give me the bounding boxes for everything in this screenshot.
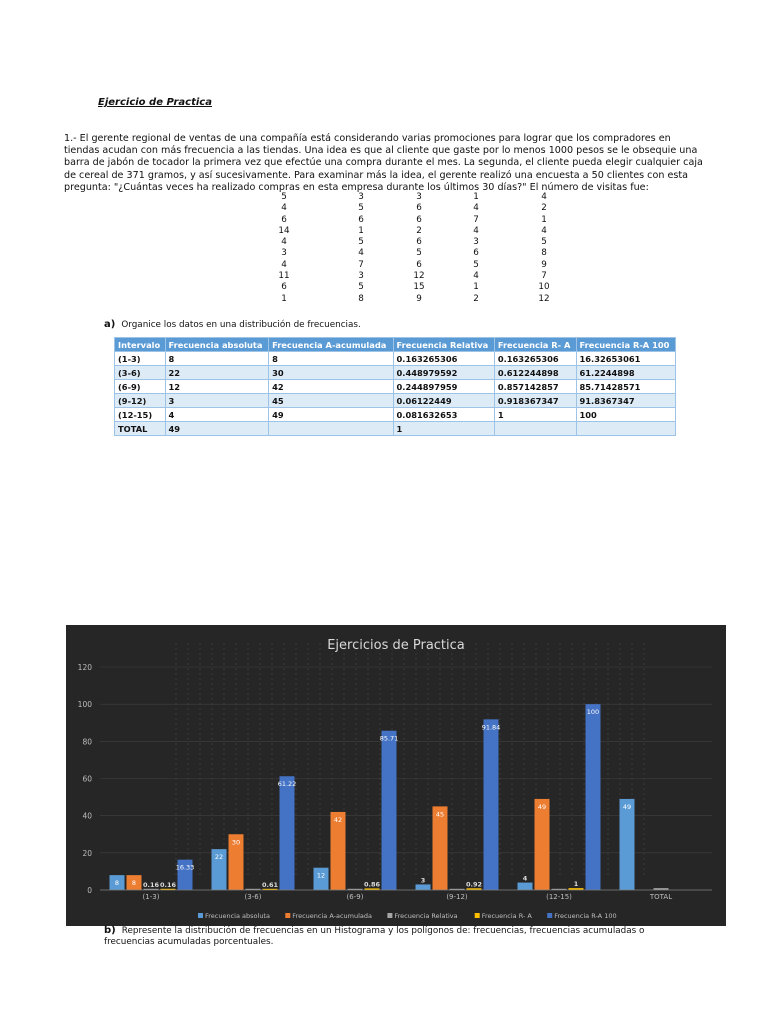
raw-data-cell: 4: [473, 225, 479, 236]
raw-data-row: [240, 294, 580, 305]
table-row: [115, 408, 676, 422]
data-label: 61.22: [277, 780, 297, 789]
raw-data-cell: 5: [281, 192, 287, 202]
chart: [66, 625, 726, 926]
table-cell: 3: [165, 394, 269, 408]
table-cell: 45: [269, 394, 393, 408]
data-label: 4: [522, 874, 528, 883]
raw-data-cell: 4: [358, 248, 364, 259]
frequency-table: [114, 337, 676, 436]
raw-data-cell: 12: [413, 271, 425, 282]
raw-data-cell: 5: [473, 259, 479, 270]
table-cell: [494, 422, 576, 436]
data-label: 22: [214, 853, 224, 862]
chart-bar: [620, 799, 635, 890]
table-cell: 1: [494, 408, 576, 422]
data-label: 0.86: [363, 880, 381, 889]
x-tick-label: (12-15): [546, 893, 572, 901]
chart-bar: [277, 776, 297, 890]
table-cell: 49: [269, 408, 393, 422]
raw-data-row: [240, 215, 580, 226]
question-b: [104, 926, 664, 947]
table-cell: 61.2244898: [576, 366, 676, 380]
raw-data-cell: 12: [538, 293, 550, 304]
page-title: Ejercicio de Practica: [98, 97, 212, 108]
table-cell: 0.163265306: [393, 352, 494, 366]
raw-data-grid: [240, 192, 580, 305]
raw-data-cell: 5: [358, 282, 364, 293]
raw-data-cell: 6: [416, 237, 422, 248]
raw-data-cell: 1: [358, 225, 364, 236]
question-b-letter: b): [104, 925, 116, 936]
y-tick-label: 60: [82, 774, 92, 784]
chart-bar: [481, 719, 501, 890]
table-cell: 49: [165, 422, 269, 436]
data-label: 49: [622, 802, 632, 811]
table-cell: 1: [393, 422, 494, 436]
raw-data-cell: 6: [281, 282, 287, 293]
table-cell: 0.06122449: [393, 394, 494, 408]
x-tick-label: (6-9): [346, 893, 364, 901]
x-tick-label: (9-12): [446, 893, 468, 901]
raw-data-cell: 1: [541, 214, 547, 225]
table-cell: 30: [269, 366, 393, 380]
data-label: 91.84: [481, 723, 501, 732]
question-a: [104, 320, 361, 331]
data-label: 0.16: [159, 880, 177, 889]
x-tick-label: (1-3): [142, 893, 160, 901]
raw-data-row: [240, 260, 580, 271]
table-header-cell: Intervalo: [115, 338, 166, 352]
chart-bar: [433, 806, 448, 890]
raw-data-cell: 2: [473, 293, 479, 304]
y-tick-label: 120: [77, 663, 92, 672]
question-a-text: Organice los datos en una distribución de frecuencias.: [121, 320, 361, 330]
raw-data-cell: 8: [541, 248, 547, 259]
y-tick-label: 40: [82, 811, 92, 821]
table-row: [115, 422, 676, 436]
table-cell: 0.163265306: [494, 352, 576, 366]
data-label: 12: [316, 871, 326, 880]
table-cell: 4: [165, 408, 269, 422]
raw-data-cell: 6: [416, 203, 422, 214]
table-header-cell: Frecuencia R- A: [494, 338, 576, 352]
raw-data-cell: 5: [358, 237, 364, 248]
y-tick-label: 80: [82, 737, 92, 747]
raw-data-cell: 4: [281, 237, 287, 248]
problem-statement: 1.- El gerente regional de ventas de una compañía está considerando varias promociones para lograr que los compradores en tiendas acudan con más frecuencia a las tiendas. Una idea es que al cliente que gaste por lo menos 1000 pesos se le obsequie una barra de jabón de tocador la primera vez que efectúe una compra durante el mes. La segunda, el cliente pueda elegir cualquier caja de cereal de 371 gramos, y así sucesivamente. Para examinar más la idea, el gerente realizó una encuesta a 50 clientes con esta pregunta: "¿Cuántas veces ha realizado compras en esta empresa durante los últimos 30 días?" El número de visitas fue:: [64, 133, 703, 193]
raw-data-cell: 6: [281, 214, 287, 225]
legend-label: Frecuencia A-acumulada: [292, 912, 373, 920]
data-label: 100: [586, 708, 600, 717]
data-label: 8: [114, 879, 120, 888]
table-cell: 22: [165, 366, 269, 380]
question-b-text: Represente la distribución de frecuencias en un Histograma y los polígonos de: frecuencias, frecuencias acumuladas o frecuencias acumuladas porcentuales.: [104, 926, 645, 947]
table-cell: 85.71428571: [576, 380, 676, 394]
raw-data-cell: 1: [473, 192, 479, 202]
raw-data-cell: 6: [416, 259, 422, 270]
raw-data-cell: 6: [416, 214, 422, 225]
raw-data-cell: 6: [473, 248, 479, 259]
table-cell: 0.612244898: [494, 366, 576, 380]
raw-data-cell: 8: [358, 293, 364, 304]
legend-swatch: [547, 913, 552, 918]
table-row: [115, 394, 676, 408]
table-cell: 12: [165, 380, 269, 394]
data-label: 8: [131, 879, 137, 888]
table-header-cell: Frecuencia R-A 100: [576, 338, 676, 352]
table-header-cell: Frecuencia Relativa: [393, 338, 494, 352]
data-label: 3: [420, 876, 426, 885]
table-row: [115, 352, 676, 366]
table-cell: 91.8367347: [576, 394, 676, 408]
table-cell: (9-12): [115, 394, 166, 408]
legend-label: Frecuencia Relativa: [394, 912, 458, 920]
table-row: [115, 366, 676, 380]
raw-data-cell: 3: [358, 271, 364, 282]
table-cell: 0.081632653: [393, 408, 494, 422]
table-cell: [576, 422, 676, 436]
table-cell: 16.32653061: [576, 352, 676, 366]
raw-data-row: [240, 248, 580, 259]
raw-data-cell: 4: [541, 225, 547, 236]
x-tick-label: (3-6): [244, 893, 262, 901]
raw-data-row: [240, 237, 580, 248]
chart-bar: [586, 704, 601, 890]
raw-data-row: [240, 226, 580, 237]
y-tick-label: 0: [87, 886, 92, 895]
raw-data-cell: 5: [541, 237, 547, 248]
raw-data-cell: 9: [541, 259, 547, 270]
raw-data-cell: 4: [473, 203, 479, 214]
table-cell: (1-3): [115, 352, 166, 366]
data-label: 16.33: [175, 863, 195, 872]
chart-bar: [535, 799, 550, 890]
raw-data-cell: 7: [358, 259, 364, 270]
table-cell: 100: [576, 408, 676, 422]
raw-data-cell: 3: [358, 192, 364, 202]
raw-data-row: [240, 282, 580, 293]
x-tick-label: TOTAL: [649, 893, 673, 901]
chart-bar: [416, 884, 431, 890]
data-label: 1: [573, 880, 579, 889]
table-cell: (12-15): [115, 408, 166, 422]
table-cell: (3-6): [115, 366, 166, 380]
raw-data-cell: 3: [416, 192, 422, 202]
table-row: [115, 380, 676, 394]
legend-swatch: [387, 913, 392, 918]
table-cell: [269, 422, 393, 436]
raw-data-cell: 4: [541, 192, 547, 202]
raw-data-cell: 4: [281, 259, 287, 270]
data-label: 42: [333, 815, 343, 824]
legend-swatch: [198, 913, 203, 918]
raw-data-cell: 9: [416, 293, 422, 304]
raw-data-cell: 4: [473, 271, 479, 282]
data-label: 0.16: [142, 880, 160, 889]
raw-data-cell: 1: [473, 282, 479, 293]
table-cell: 42: [269, 380, 393, 394]
raw-data-cell: 1: [281, 293, 287, 304]
raw-data-cell: 4: [281, 203, 287, 214]
raw-data-cell: 14: [278, 225, 290, 236]
question-a-letter: a): [104, 319, 116, 330]
table-header-cell: Frecuencia absoluta: [165, 338, 269, 352]
raw-data-row: [240, 203, 580, 214]
chart-bar: [518, 883, 533, 890]
chart-title: Ejercicios de Practica: [327, 638, 465, 653]
table-cell: 0.857142857: [494, 380, 576, 394]
y-tick-label: 100: [77, 700, 92, 710]
raw-data-cell: 7: [541, 271, 547, 282]
legend-label: Frecuencia absoluta: [205, 912, 270, 920]
raw-data-cell: 2: [416, 225, 422, 236]
table-cell: 0.448979592: [393, 366, 494, 380]
raw-data-row: [240, 271, 580, 282]
table-cell: 8: [269, 352, 393, 366]
chart-bar: [379, 731, 399, 890]
legend-label: Frecuencia R-A 100: [554, 912, 617, 920]
table-cell: 8: [165, 352, 269, 366]
raw-data-cell: 7: [473, 214, 479, 225]
raw-data-cell: 5: [358, 203, 364, 214]
data-label: 0.92: [465, 880, 483, 889]
raw-data-cell: 15: [413, 282, 425, 293]
data-label: 45: [435, 810, 445, 819]
legend-swatch: [475, 913, 480, 918]
raw-data-cell: 3: [281, 248, 287, 259]
legend-swatch: [285, 913, 290, 918]
legend-label: Frecuencia R- A: [481, 912, 532, 920]
y-tick-label: 20: [82, 848, 92, 858]
data-label: 49: [537, 802, 547, 811]
data-label: 30: [231, 838, 241, 847]
table-cell: TOTAL: [115, 422, 166, 436]
raw-data-cell: 6: [358, 214, 364, 225]
raw-data-row: [240, 192, 580, 203]
data-label: 0.61: [261, 880, 279, 889]
table-cell: 0.918367347: [494, 394, 576, 408]
data-label: 85.71: [379, 734, 399, 743]
table-cell: 0.244897959: [393, 380, 494, 394]
raw-data-cell: 5: [416, 248, 422, 259]
raw-data-cell: 2: [541, 203, 547, 214]
raw-data-cell: 10: [538, 282, 550, 293]
table-header-cell: Frecuencia A-acumulada: [269, 338, 393, 352]
raw-data-cell: 11: [278, 271, 290, 282]
raw-data-cell: 3: [473, 237, 479, 248]
table-cell: (6-9): [115, 380, 166, 394]
